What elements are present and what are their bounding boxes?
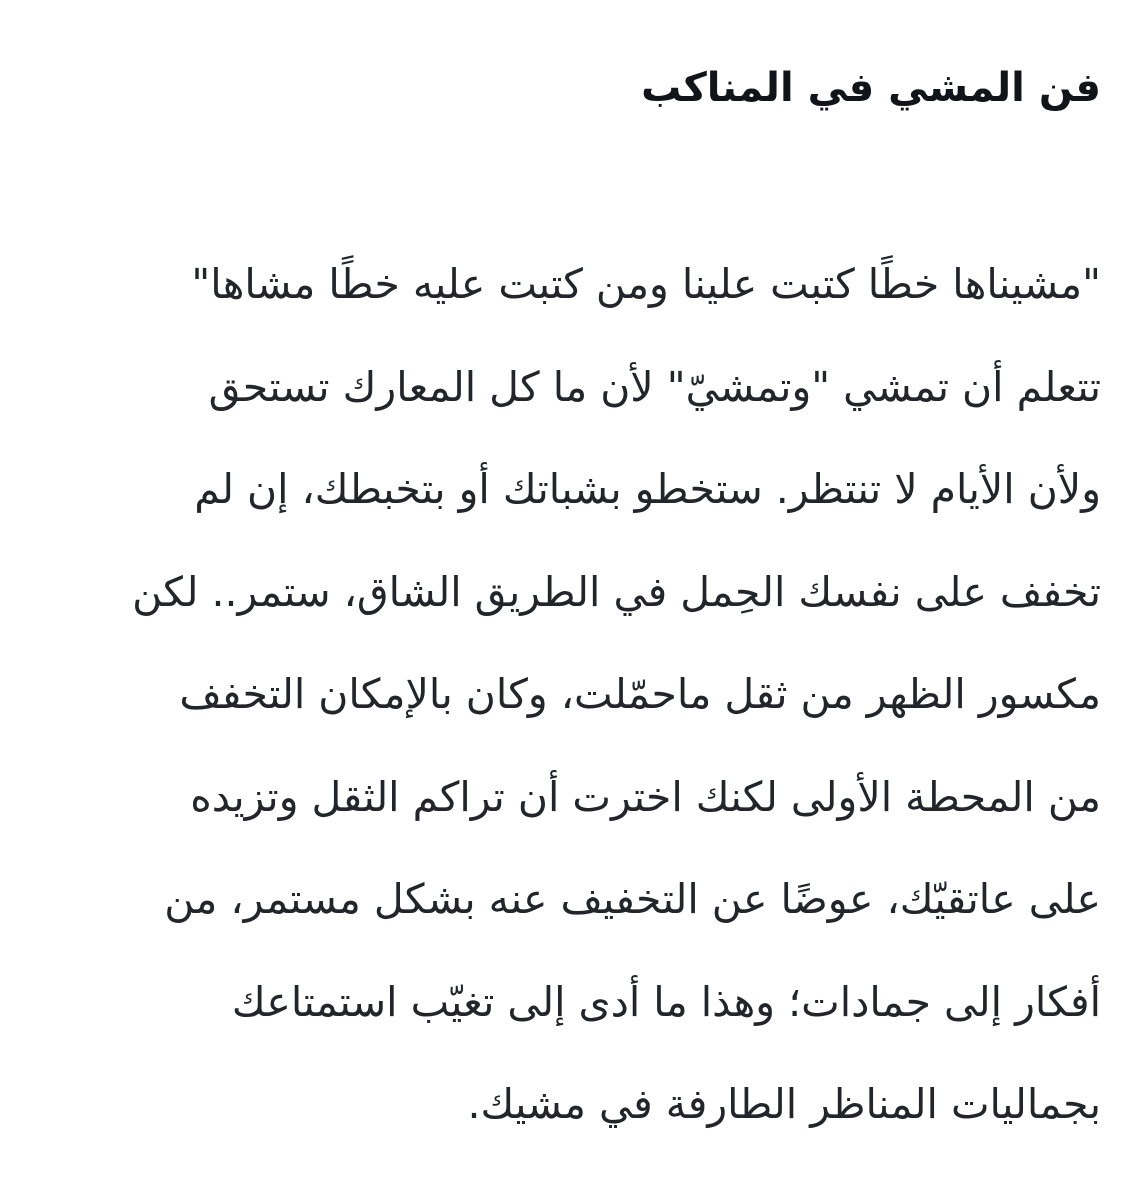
article-title: فن المشي في المناكب — [641, 65, 1101, 111]
body-line: مكسور الظهر من ثقل ماحمّلت، وكان بالإمكان التخفف — [179, 670, 1101, 718]
article-body — [46, 233, 1101, 1156]
body-line: "مشيناها خطًا كتبت علينا ومن كتبت عليه خطًا مشاها" — [191, 260, 1101, 308]
body-line: تتعلم أن تمشي "وتمشيّ" لأن ما كل المعارك تستحق — [208, 362, 1101, 411]
body-line: أفكار إلى جمادات؛ وهذا ما أدى إلى تغيّب استمتاعك — [231, 977, 1101, 1026]
body-line: بجماليات المناظر الطارفة في مشيك. — [467, 1080, 1101, 1128]
body-line: ولأن الأيام لا تنتظر. ستخطو بشباتك أو بتخبطك، إن لم — [194, 465, 1101, 513]
body-line: على عاتقيّك، عوضًا عن التخفيف عنه بشكل مستمر، من — [164, 875, 1101, 923]
body-line: تخفف على نفسك الحِمل في الطريق الشاق، ستمر.. لكن — [132, 567, 1101, 616]
body-line: من المحطة الأولى لكنك اخترت أن تراكم الثقل وتزيده — [190, 772, 1101, 821]
